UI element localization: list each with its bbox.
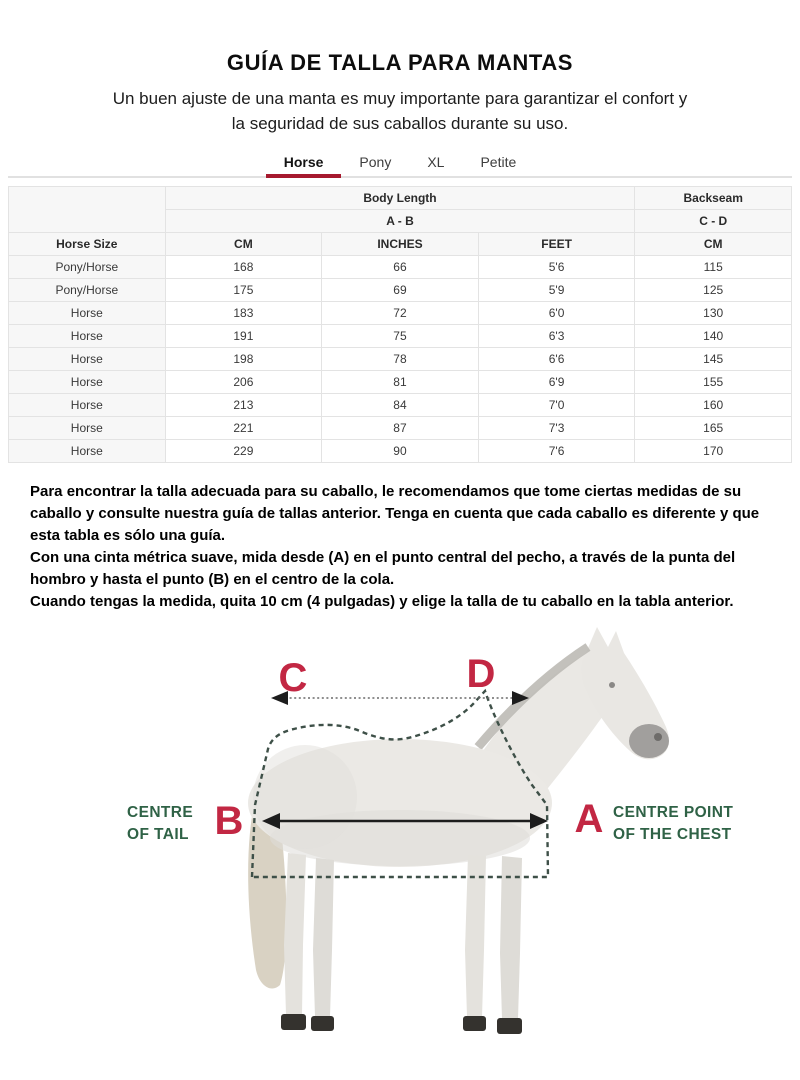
- col-group-backseam: Backseam: [635, 187, 792, 210]
- horse-hoof: [463, 1016, 486, 1031]
- col-group-cd: C - D: [635, 210, 792, 233]
- horse-hoof: [281, 1014, 306, 1030]
- size-category-tabs: [8, 148, 792, 178]
- corner-cell: [9, 187, 166, 233]
- col-group-ab: A - B: [165, 210, 635, 233]
- col-feet: FEET: [478, 233, 635, 256]
- centre-point-chest-label-line2: OF THE CHEST: [613, 826, 732, 843]
- table-row: Horse 183 72 6'0 130: [9, 302, 792, 325]
- tab-petite[interactable]: Petite: [480, 154, 517, 170]
- horse-front-leg: [500, 856, 522, 1019]
- table-row: Horse 229 90 7'6 170: [9, 440, 792, 463]
- table-header-row: [9, 233, 792, 256]
- col-cm-backseam: CM: [635, 233, 792, 256]
- col-cm-body: CM: [165, 233, 322, 256]
- horse-front-leg: [465, 855, 486, 1017]
- table-header-row: [9, 187, 792, 210]
- page-title: GUÍA DE TALLA PARA MANTAS: [226, 50, 574, 75]
- tab-pony[interactable]: Pony: [359, 154, 392, 170]
- table-row: Horse 221 87 7'3 165: [9, 417, 792, 440]
- table-row: Horse 213 84 7'0 160: [9, 394, 792, 417]
- horse-diagram-svg: [0, 625, 800, 1065]
- horse-hoof: [311, 1016, 334, 1031]
- horse-nostril: [654, 733, 662, 741]
- horse-hind-leg: [313, 858, 334, 1017]
- centre-of-tail-label-line1: CENTRE: [127, 804, 194, 821]
- horse-rump-shade: [253, 745, 357, 849]
- table-row: Horse 198 78 6'6 145: [9, 348, 792, 371]
- tab-horse[interactable]: Horse: [266, 148, 342, 178]
- col-inches: INCHES: [322, 233, 479, 256]
- point-c-label: C: [278, 656, 308, 700]
- table-row: Pony/Horse 175 69 5'9 125: [9, 279, 792, 302]
- horse-eye: [609, 682, 615, 688]
- point-d-label: D: [466, 652, 496, 696]
- tab-xl[interactable]: XL: [427, 154, 445, 170]
- point-a-label: A: [574, 797, 604, 841]
- horse-hoof: [497, 1018, 522, 1034]
- centre-of-tail-label-line2: OF TAIL: [127, 826, 189, 843]
- col-horse-size: Horse Size: [9, 233, 166, 256]
- measuring-instructions: [30, 481, 775, 613]
- table-row: Pony/Horse 168 66 5'6 115: [9, 256, 792, 279]
- table-row: Horse 206 81 6'9 155: [9, 371, 792, 394]
- horse-measurement-diagram: [0, 625, 800, 1065]
- point-b-label: B: [214, 799, 244, 843]
- page-subtitle: Un buen ajuste de una manta es muy importante para garantizar el confort y la seguridad de sus caballos durante su uso.: [112, 89, 688, 133]
- instruction-paragraph: Para encontrar la talla adecuada para su caballo, le recomendamos que tome ciertas medidas de su caballo y consulte nuestra guía de tallas anterior. Tenga en cuenta que cada caballo es diferente y que esta tabla es sólo una guía.: [30, 483, 760, 544]
- centre-point-chest-label-line1: CENTRE POINT: [613, 804, 734, 821]
- size-table: [8, 186, 792, 463]
- instruction-paragraph: Con una cinta métrica suave, mida desde (A) en el punto central del pecho, a través de la punta del hombro y hasta el punto (B) en el centro de la cola.: [30, 549, 736, 588]
- horse-muzzle: [629, 724, 669, 758]
- col-group-body-length: Body Length: [165, 187, 635, 210]
- instruction-paragraph: Cuando tengas la medida, quita 10 cm (4 pulgadas) y elige la talla de tu caballo en la tabla anterior.: [30, 593, 734, 610]
- horse-illustration: [248, 627, 669, 1034]
- table-row: Horse 191 75 6'3 140: [9, 325, 792, 348]
